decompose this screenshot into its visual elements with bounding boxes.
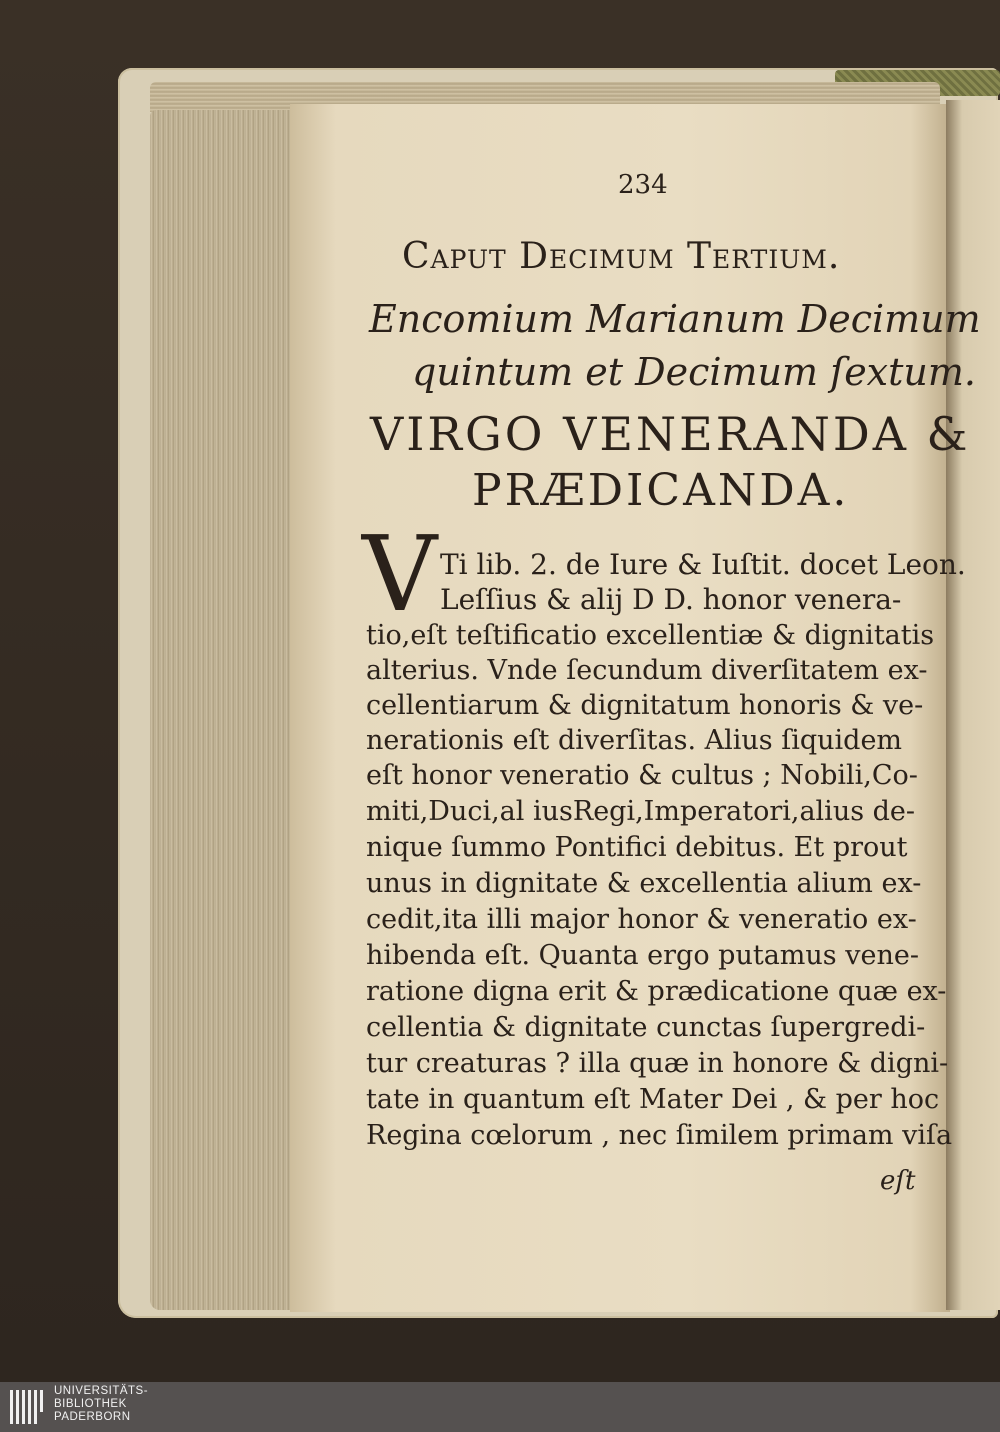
body-line: tio,eſt teſtificatio excellentiæ & dignitatis bbox=[366, 620, 935, 651]
right-page-fragment bbox=[946, 100, 1000, 1310]
body-line: tate in quantum eſt Mater Dei , & per hoc bbox=[366, 1084, 940, 1115]
library-name-line-2: BIBLIOTHEK bbox=[54, 1398, 127, 1410]
catchword: eſt bbox=[880, 1166, 916, 1196]
body-line: alterius. Vnde ſecundum diverſitatem ex- bbox=[366, 655, 928, 686]
library-logo-icon bbox=[10, 1390, 44, 1424]
library-name-line-1: UNIVERSITÄTS- bbox=[54, 1385, 149, 1397]
body-line: cellentia & dignitate cunctas ſupergredi- bbox=[366, 1012, 926, 1043]
heading-line-1: VIRGO VENERANDA & bbox=[370, 407, 971, 461]
page-block-fore-edge bbox=[150, 110, 290, 1310]
subtitle-line-2: quintum et Decimum ſextum. bbox=[412, 350, 976, 394]
subtitle-line-1: Encomium Marianum Decimum bbox=[369, 297, 981, 341]
chapter-title: Caput Decimum Tertium. bbox=[402, 236, 841, 277]
body-line: tur creaturas ? illa quæ in honore & digni- bbox=[366, 1048, 949, 1079]
drop-cap: V bbox=[362, 513, 438, 635]
body-line: cedit,ita illi major honor & veneratio ex- bbox=[366, 904, 917, 935]
body-line: cellentiarum & dignitatum honoris & ve- bbox=[366, 690, 924, 721]
body-line: Ti lib. 2. de Iure & Iuſtit. docet Leon. bbox=[440, 548, 966, 581]
body-line: miti,Duci,al iusRegi,Imperatori,alius de- bbox=[366, 796, 916, 827]
body-line: nerationis eſt diverſitas. Alius ſiquidem bbox=[366, 725, 903, 756]
body-line: unus in dignitate & excellentia alium ex- bbox=[366, 868, 922, 899]
heading-line-2: PRÆDICANDA. bbox=[472, 465, 850, 516]
body-line: hibenda eſt. Quanta ergo putamus vene- bbox=[366, 940, 919, 971]
library-name bbox=[54, 1385, 148, 1424]
body-line: Leſſius & alij D D. honor venera- bbox=[440, 583, 902, 616]
body-line: eſt honor veneratio & cultus ; Nobili,Co- bbox=[366, 760, 918, 791]
page-number: 234 bbox=[618, 170, 668, 200]
library-name-line-3: PADERBORN bbox=[54, 1411, 131, 1423]
body-line: Regina cœlorum , nec ſimilem primam viſa bbox=[366, 1120, 953, 1151]
body-line: ratione digna erit & prædicatione quæ ex- bbox=[366, 976, 947, 1007]
body-line: nique ſummo Pontifici debitus. Et prout bbox=[366, 832, 908, 863]
library-footer bbox=[0, 1382, 1000, 1432]
